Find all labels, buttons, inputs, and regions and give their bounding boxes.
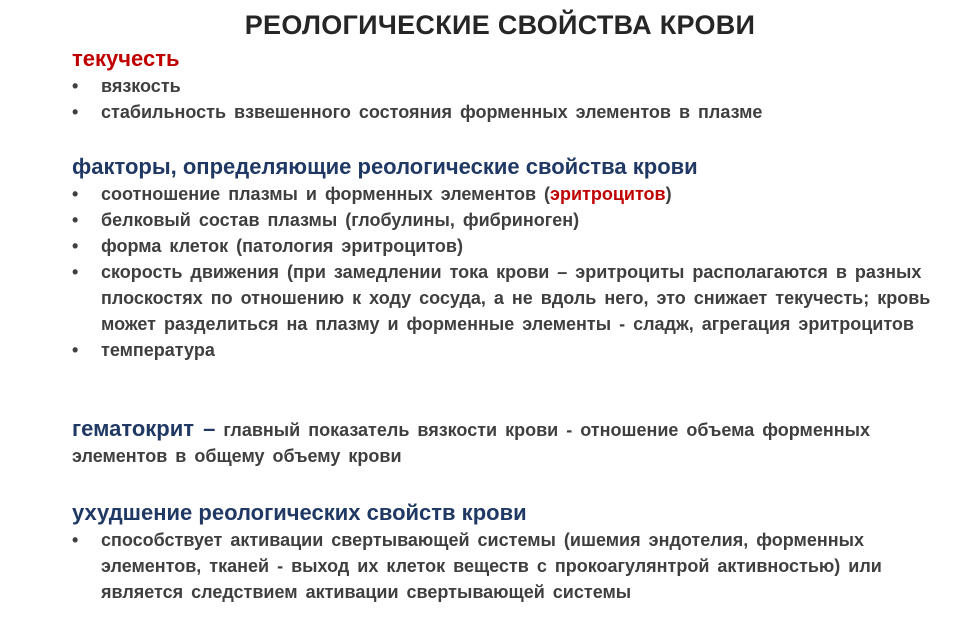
list-item-text: температура <box>101 340 215 360</box>
list-item-text: стабильность взвешенного состояния форменных элементов в плазме <box>101 102 763 122</box>
factors-list <box>72 181 942 363</box>
bullet-icon: • <box>72 340 79 360</box>
list-item-text: скорость движения (при замедлении тока крови – эритроциты располагаются в разных плоскостях по отношению к ходу сосуда, а не вдоль него, это снижает текучесть; кровь может разделиться на плазму и форменные элементы - сладж, агрегация эритроцитов <box>101 262 931 334</box>
list-item <box>72 207 942 233</box>
list-item <box>72 337 942 363</box>
list-item <box>72 181 942 207</box>
list-item-text: соотношение плазмы и форменных элементов ( <box>101 184 551 204</box>
list-item-text: ) <box>665 184 672 204</box>
fluidity-list <box>72 73 942 125</box>
list-item <box>72 99 942 125</box>
highlight-text: эритроцитов <box>550 184 666 204</box>
hematocrit-paragraph <box>72 416 942 469</box>
list-item <box>72 527 942 605</box>
bullet-icon: • <box>72 76 79 96</box>
list-item <box>72 73 942 99</box>
deterioration-section <box>72 499 942 605</box>
deterioration-heading: ухудшение реологических свойств крови <box>72 500 527 525</box>
fluidity-section <box>72 45 942 125</box>
factors-heading: факторы, определяющие реологические свойства крови <box>72 154 698 179</box>
list-item <box>72 259 942 337</box>
bullet-icon: • <box>72 262 79 282</box>
bullet-icon: • <box>72 236 79 256</box>
list-item <box>72 233 942 259</box>
list-item-text: способствует активации свертывающей системы (ишемия эндотелия, форменных элементов, тканей - выход их клеток веществ с прокоагулянтрой активностью) или является следствием активации свертывающей системы <box>101 530 882 602</box>
factors-section <box>72 153 942 363</box>
bullet-icon: • <box>72 210 79 230</box>
hematocrit-term: гематокрит – <box>72 416 216 441</box>
fluidity-heading: текучесть <box>72 46 180 71</box>
hematocrit-text: главный показатель вязкости крови - отношение объема форменных элементов в общему объему крови <box>72 420 870 466</box>
deterioration-list <box>72 527 942 605</box>
page-title: РЕОЛОГИЧЕСКИЕ СВОЙСТВА КРОВИ <box>244 10 756 40</box>
bullet-icon: • <box>72 184 79 204</box>
bullet-icon: • <box>72 102 79 122</box>
bullet-icon: • <box>72 530 79 550</box>
list-item-text: белковый состав плазмы (глобулины, фибриноген) <box>101 210 580 230</box>
list-item-text: форма клеток (патология эритроцитов) <box>101 236 463 256</box>
list-item-text: вязкость <box>101 76 181 96</box>
